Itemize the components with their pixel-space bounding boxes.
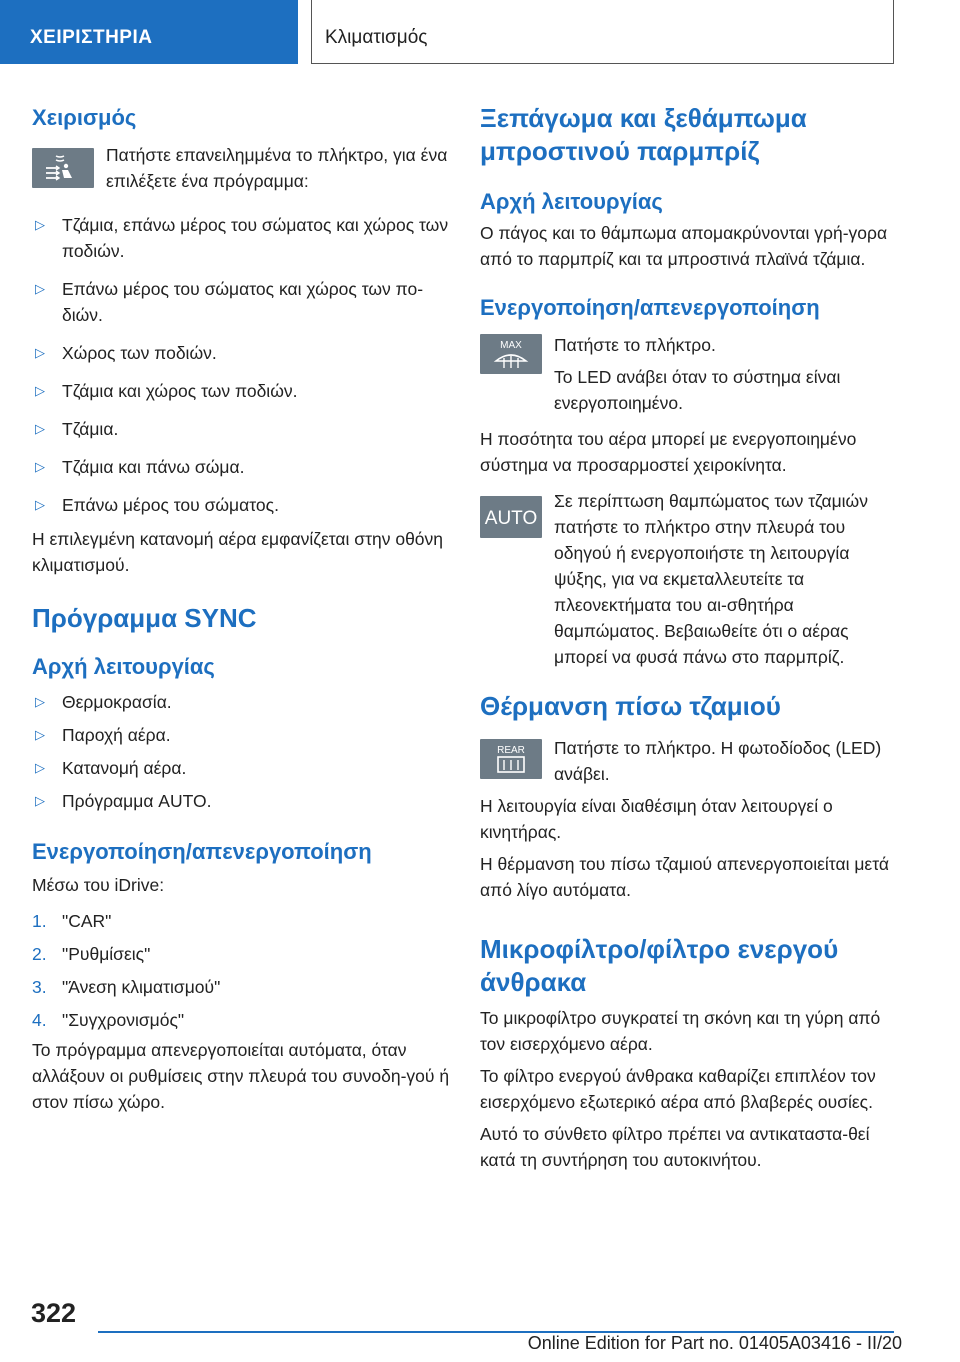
filter-text-2: Το φίλτρο ενεργού άνθρακα καθαρίζει επιπλέον τον εισερχόμενο εξωτερικό αέρα από βλαβερές ουσίες. <box>480 1066 876 1112</box>
bullet-triangle-icon: ▷ <box>35 345 45 360</box>
heading-activate: Ενεργοποίηση/απενεργοποίηση <box>480 295 820 320</box>
sync-off-text: Το πρόγραμμα απενεργοποιείται αυτόματα, όταν αλλάξουν οι ρυθμίσεις στην πλευρά του συνοδη-γού ή στον πίσω χώρο. <box>32 1040 450 1112</box>
filter-text-1: Το μικροφίλτρο συγκρατεί τη σκόνη και τη γύρη από τον εισερχόμενο αέρα. <box>480 1008 881 1054</box>
bullet-triangle-icon: ▷ <box>35 459 45 474</box>
max-text-line2: Το LED ανάβει όταν το σύστημα είναι ενεργοποιημένο. <box>554 367 841 413</box>
via-idrive-text: Μέσω του iDrive: <box>32 875 165 895</box>
rear-text: Πατήστε το πλήκτρο. Η φωτοδίοδος (LED) ανάβει. <box>554 738 882 784</box>
principle-text: Ο πάγος και το θάμπωμα απομακρύνονται γρή-γορα από το παρμπρίζ και τα μπροστινά πλαϊνά τζάμια. <box>480 223 888 269</box>
program-list <box>32 212 452 518</box>
auto-button-icon <box>480 496 542 538</box>
bullet-triangle-icon: ▷ <box>35 497 45 512</box>
bullet-triangle-icon: ▷ <box>35 727 45 742</box>
rear-icon-row <box>480 735 900 791</box>
bullet-triangle-icon: ▷ <box>35 694 45 709</box>
heading-principle: Αρχή λειτουργίας <box>32 654 215 679</box>
bullet-triangle-icon: ▷ <box>35 383 45 398</box>
page-number: 322 <box>31 1298 77 1328</box>
list-item: ▷ Τζάμια, επάνω μέρος του σώματος και χώρος των ποδιών. <box>32 212 452 264</box>
list-item: ▷ Επάνω μέρος του σώματος. <box>32 492 452 518</box>
distribution-text: Η επιλεγμένη κατανομή αέρα εμφανίζεται στην οθόνη κλιματισμού. <box>32 529 444 575</box>
bullet-triangle-icon: ▷ <box>35 793 45 808</box>
rear-availability-text: Η λειτουργία είναι διαθέσιμη όταν λειτουργεί ο κινητήρας. <box>480 796 833 842</box>
header-topic-label: Κλιματισμός <box>325 27 428 48</box>
rear-off-text: Η θέρμανση του πίσω τζαμιού απενεργοποιείται μετά από λίγο αυτόματα. <box>480 854 889 900</box>
rear-defrost-button-icon <box>480 739 542 779</box>
footer-edition: Online Edition for Part no. 01405A03416 - II/20 <box>527 1333 902 1353</box>
list-item: ▷ Πρόγραμμα AUTO. <box>32 788 452 814</box>
svg-text:REAR: REAR <box>497 745 525 756</box>
air-amount-text: Η ποσότητα του αέρα μπορεί με ενεργοποιημένο σύστημα να προσαρμοστεί χειροκίνητα. <box>480 429 857 475</box>
list-item: ▷ Χώρος των ποδιών. <box>32 340 452 366</box>
filter-text-3: Αυτό το σύνθετο φίλτρο πρέπει να αντικαταστα-θεί κατά τη συντήρηση του αυτοκινήτου. <box>480 1124 870 1170</box>
heading-principle: Αρχή λειτουργίας <box>480 189 663 214</box>
auto-icon-row <box>480 488 900 670</box>
heading-front-defrost: Ξεπάγωμα και ξεθάμπωμα μπροστινού παρμπρίζ <box>480 103 807 166</box>
max-icon-row <box>480 332 900 416</box>
heading-microfilter: Μικροφίλτρο/φίλτρο ενεργού άνθρακα <box>480 934 839 997</box>
heading-rear-window-heating: Θέρμανση πίσω τζαμιού <box>480 691 781 721</box>
list-item: ▷ Τζάμια και πάνω σώμα. <box>32 454 452 480</box>
bullet-triangle-icon: ▷ <box>35 421 45 436</box>
list-item: ▷ Κατανομή αέρα. <box>32 755 452 781</box>
right-column <box>480 100 900 1173</box>
list-item: ▷ Τζάμια και χώρος των ποδιών. <box>32 378 452 404</box>
heading-activate: Ενεργοποίηση/απενεργοποίηση <box>32 839 372 864</box>
bullet-triangle-icon: ▷ <box>35 281 45 296</box>
list-item: 1. "CAR" <box>32 911 112 931</box>
header-topic-box <box>311 0 894 64</box>
steps-list <box>32 908 452 1033</box>
list-item: ▷ Θερμοκρασία. <box>32 689 452 715</box>
list-item: ▷ Επάνω μέρος του σώματος και χώρος των πο-διών. <box>32 276 452 328</box>
max-text-line1: Πατήστε το πλήκτρο. <box>554 335 716 355</box>
svg-text:AUTO: AUTO <box>484 508 538 529</box>
heading-operation: Χειρισμός <box>32 105 137 130</box>
operation-icon-row <box>32 142 452 198</box>
left-column <box>32 100 452 1115</box>
svg-text:MAX: MAX <box>500 340 522 351</box>
heading-sync-program: Πρόγραμμα SYNC <box>32 603 257 633</box>
list-item: 4. "Συγχρονισμός" <box>32 1010 185 1030</box>
list-item: 2. "Ρυθμίσεις" <box>32 944 151 964</box>
header-section-tab <box>0 0 298 64</box>
list-item: ▷ Παροχή αέρα. <box>32 722 452 748</box>
auto-text: Σε περίπτωση θαμπώματος των τζαμιών πατήστε το πλήκτρο στην πλευρά του οδηγού ή ενεργοποιήστε τη λειτουργία ψύξης, για να εκμεταλλευτείτε τα πλεονεκτήματα του αι-σθητήρα θαμπώματος. Βεβαιωθείτε ότι ο αέρας μπορεί να φυσά πάνω στο παρμπρίζ. <box>554 491 868 667</box>
bullet-triangle-icon: ▷ <box>35 760 45 775</box>
bullet-triangle-icon: ▷ <box>35 217 45 232</box>
list-item: ▷ Τζάμια. <box>32 416 452 442</box>
max-defrost-button-icon <box>480 334 542 374</box>
air-distribution-button-icon <box>32 148 94 188</box>
list-item: 3. "Άνεση κλιματισμού" <box>32 977 221 997</box>
sync-list <box>32 689 452 814</box>
header-section-label: ΧΕΙΡΙΣΤΗΡΙΑ <box>30 27 153 48</box>
operation-text: Πατήστε επανειλημμένα το πλήκτρο, για ένα επιλέξετε ένα πρόγραμμα: <box>106 145 448 191</box>
